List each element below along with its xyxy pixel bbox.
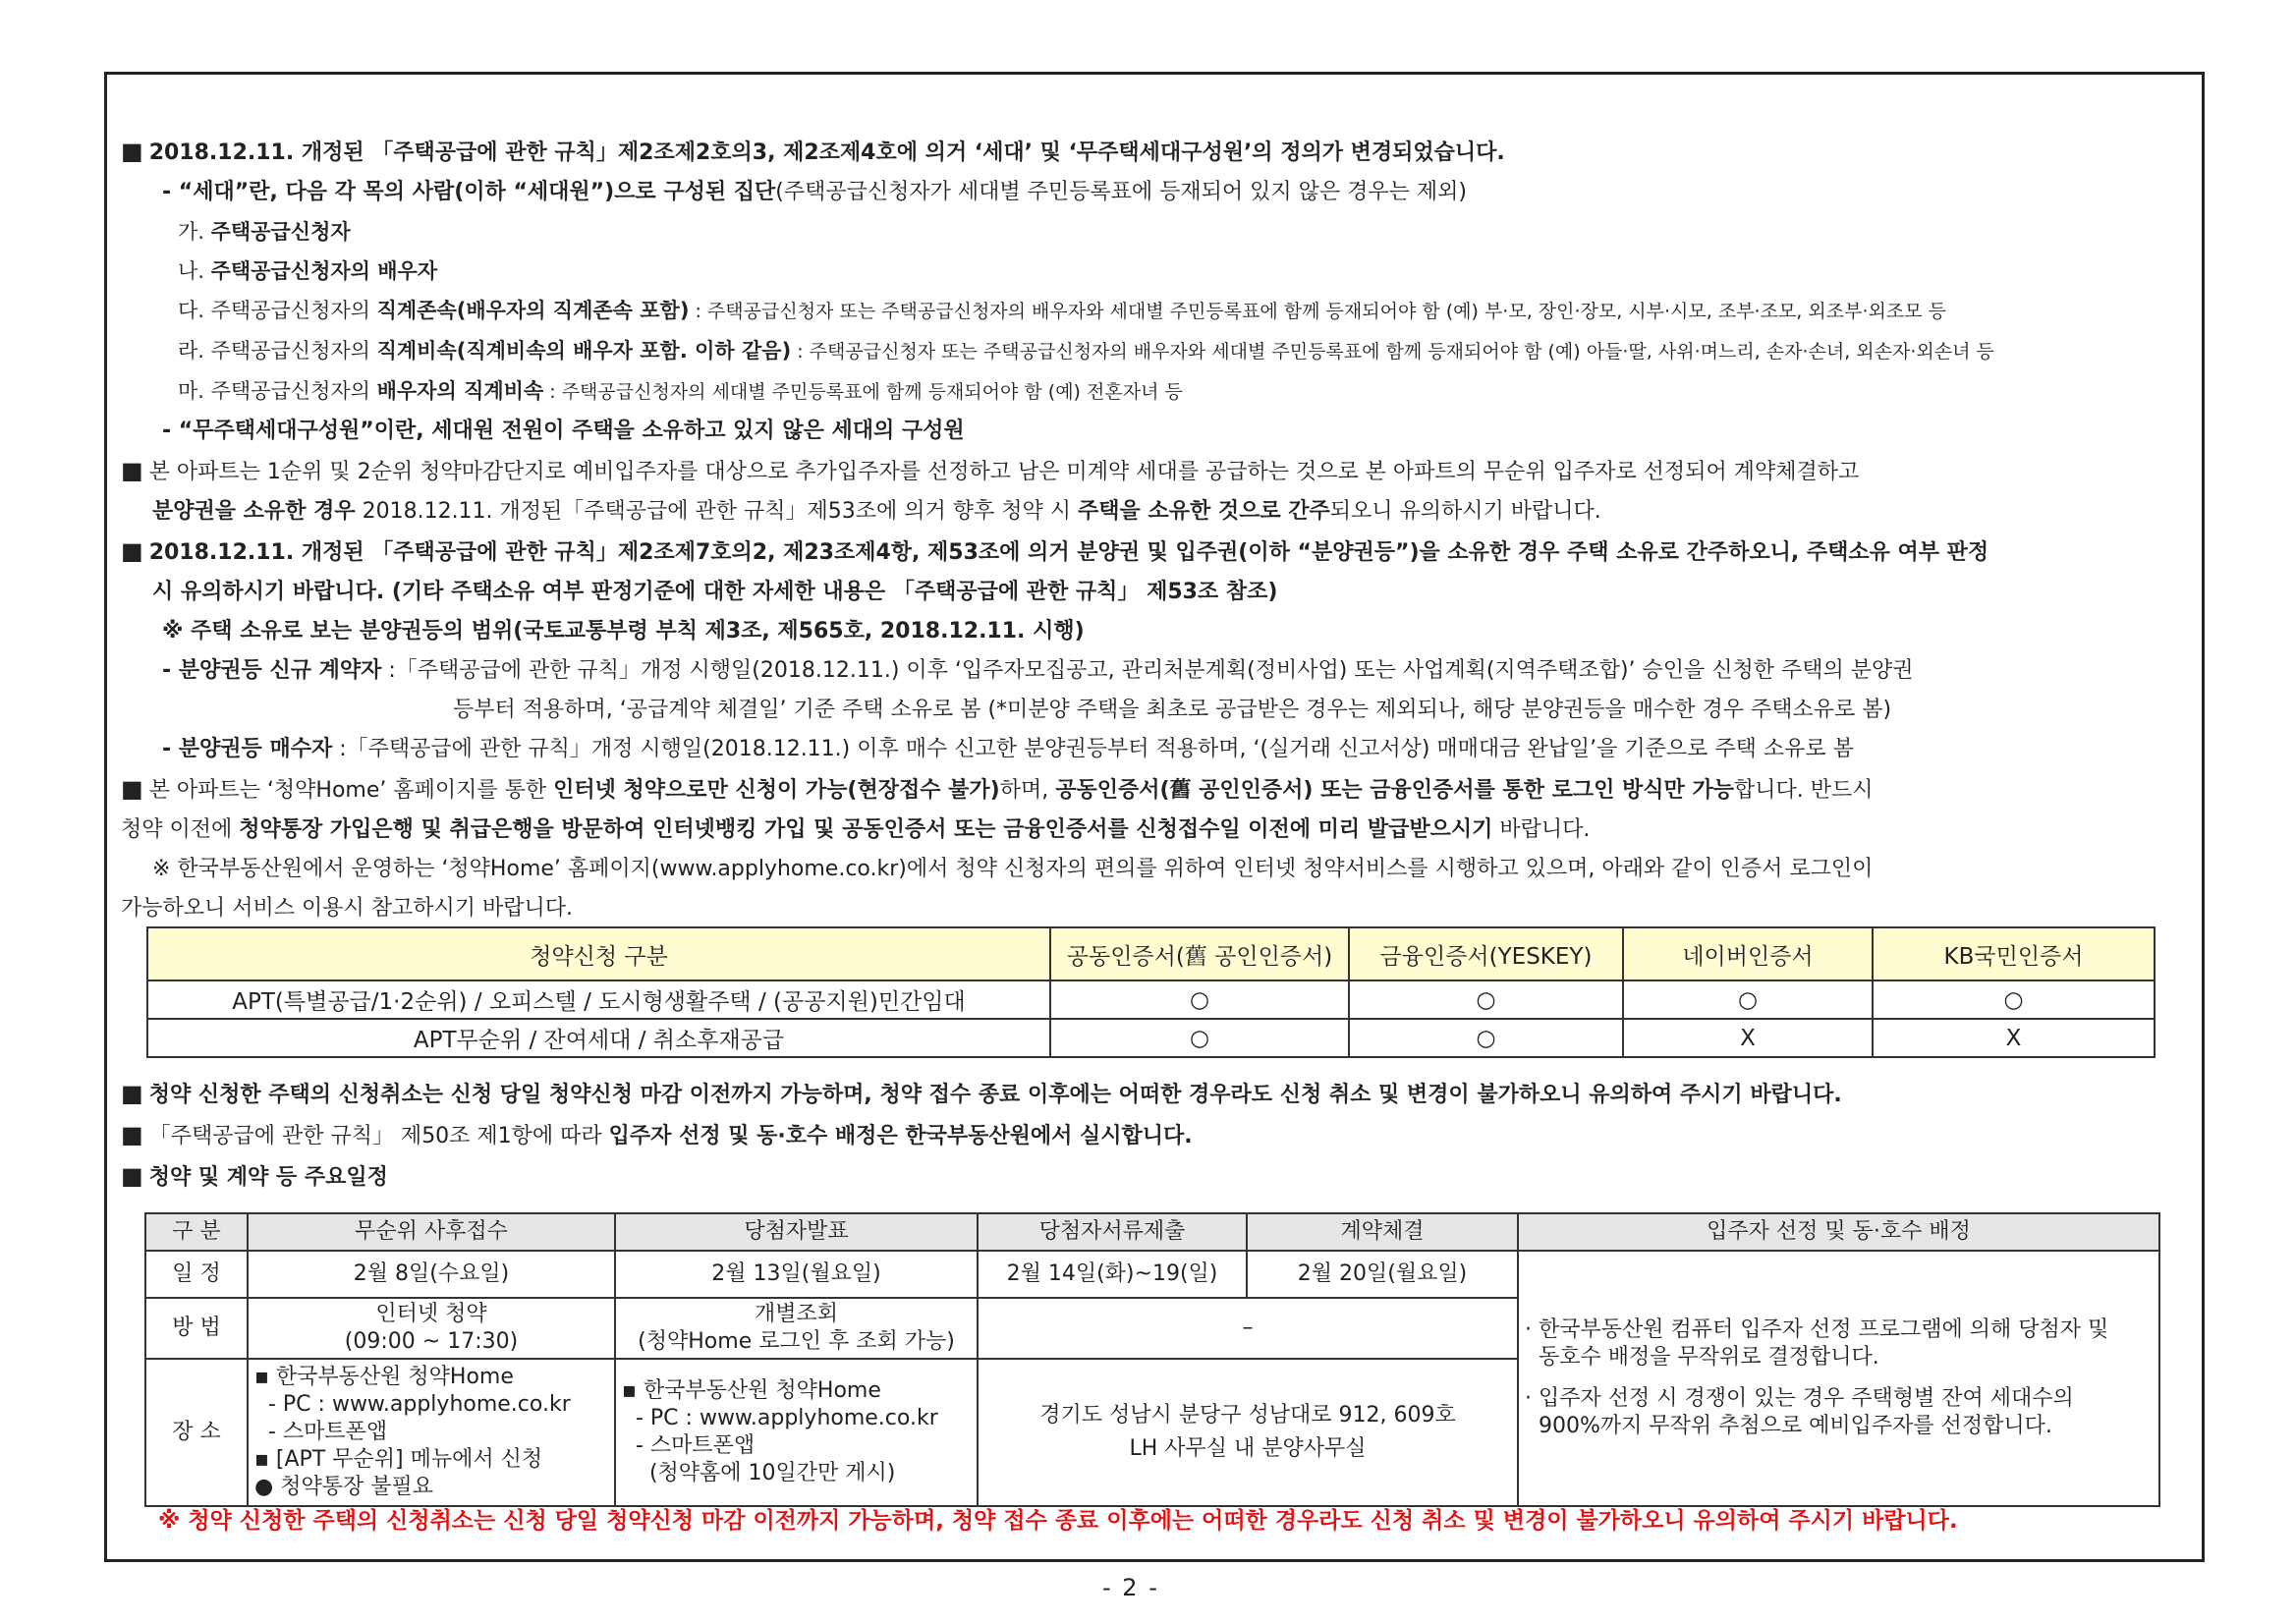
cell [248,1298,615,1359]
mark-cell: ○ [1349,1019,1623,1057]
text: - PC : www.applyhome.co.kr [622,1406,938,1430]
mark-cell: ○ [1873,980,2155,1019]
cell [615,1359,978,1506]
text: (09:00 ~ 17:30) [344,1329,519,1354]
nohouse-definition: - “무주택세대구성원”이란, 세대원 전원이 주택을 소유하고 있지 않은 세대의 구성원 [162,419,965,443]
text: 청약 이전에 [121,817,240,842]
text: 주택을 소유한 것으로 간주 [1078,499,1330,524]
section-3-line-1 [121,532,2190,573]
text: :「주택공급에 관한 규칙」개정 시행일(2018.12.11.) 이후 ‘입주자모집공고, 관리처분계획(정비사업) 또는 사업계획(지역주택조합)’ 승인을 신청한 주택의 분양권 [381,658,1914,683]
mark-cell: X [1873,1019,2155,1057]
text: 하며, [999,778,1056,803]
row-label: 장 소 [145,1359,248,1506]
text: : 주택공급신청자의 세대별 주민등록표에 함께 등재되어야 함 (예) 전혼자녀 등 [543,381,1183,403]
text: 경기도 성남시 분당구 성남대로 912, 609호 [1039,1403,1456,1428]
text: (청약홈에 10일간만 게시) [622,1461,896,1485]
schedule-header [145,1213,2159,1251]
text: 분양권을 소유한 경우 [152,499,356,524]
schedule-table [144,1212,2160,1507]
text: 본 아파트는 1순위 및 2순위 청약마감단지로 예비입주자를 대상으로 추가입주자를 선정하고 남은 미계약 세대를 공급하는 것으로 본 아파트의 무순위 입주자로 선정되어 계약체결하고 [148,460,1860,484]
text: 청약통장 가입은행 및 취급은행을 방문하여 인터넷뱅킹 가입 및 공동인증서 또는 금융인증서를 신청접수일 이전에 미리 발급받으시기 [239,817,1493,842]
household-item-5 [121,371,2190,412]
text: 청약 신청한 주택의 신청취소는 신청 당일 청약신청 마감 이전까지 가능하며, 청약 접수 종료 이후에는 어떠한 경우라도 신청 취소 및 변경이 불가하오니 유의하여 주시기 바랍니다. [148,1083,1842,1107]
text: 다. 주택공급신청자의 [178,299,377,322]
household-definition [121,173,2190,212]
section-1-title [121,132,2190,173]
square-bullet-icon: ■ [121,537,143,565]
cell [978,1359,1518,1506]
square-bullet-icon: ■ [121,1121,143,1148]
text: - PC : www.applyhome.co.kr [254,1392,571,1417]
text: - “세대”란, 다음 각 목의 사람(이하 “세대원”)으로 구성된 집단 [162,180,776,204]
cell: 2월 20일(월요일) [1247,1251,1518,1298]
text: 배우자의 직계비속 [376,379,544,403]
text: - 분양권등 신규 계약자 [162,658,382,683]
text: 2018.12.11. 개정된「주택공급에 관한 규칙」제53조에 의거 향후 청약 시 [355,499,1079,524]
cell [615,1298,978,1359]
header-cell: 구 분 [145,1213,248,1251]
section-4-note-1: ※ 한국부동산원에서 운영하는 ‘청약Home’ 홈페이지(www.applyhome.co.kr)에서 청약 신청자의 편의를 위하여 인터넷 청약서비스를 시행하고 있으며, 아래와 같이 인증서 로그인이 [152,857,1874,881]
text: : 주택공급신청자 또는 주택공급신청자의 배우자와 세대별 주민등록표에 함께 등재되어야 함 (예) 부·모, 장인·장모, 시부·시모, 조부·조모, 외조부·외조모 등 [689,301,1946,322]
mark-cell: ○ [1050,1019,1349,1057]
certificate-table-header [147,927,2155,980]
header-cell: 공동인증서(舊 공인인증서) [1050,927,1349,980]
text: : 주택공급신청자 또는 주택공급신청자의 배우자와 세대별 주민등록표에 함께 등재되어야 함 (예) 아들·딸, 사위·며느리, 손자·손녀, 외손자·외손녀 등 [791,341,1994,363]
text: 주택공급신청자 [210,220,351,244]
text: 주택공급신청자의 배우자 [210,259,438,283]
cell: 2월 13일(월요일) [615,1251,978,1298]
assign-line: 900%까지 무작위 추첨으로 예비입주자를 선정합니다. [1525,1414,2052,1438]
household-item-4 [121,331,2190,371]
text: 개별조회 [754,1302,838,1326]
assign-line: · 입주자 선정 시 경쟁이 있는 경우 주택형별 잔여 세대수의 [1525,1386,2074,1411]
section-3-line-2: 시 유의하시기 바랍니다. (기타 주택소유 여부 판정기준에 대한 자세한 내용은 「주택공급에 관한 규칙」 제53조 참조) [152,580,1278,604]
text: 공동인증서(舊 공인인증서) 또는 금융인증서를 통한 로그인 방식만 가능 [1055,778,1734,803]
text: 마. 주택공급신청자의 [178,379,377,403]
square-bullet-icon: ■ [121,1080,143,1107]
household-item-2 [121,252,2190,291]
text: 인터넷 청약 [375,1302,487,1326]
square-bullet-icon: ■ [121,138,143,165]
header-cell: 당첨자서류제출 [978,1213,1247,1251]
text: ▪ [APT 무순위] 메뉴에서 신청 [254,1447,543,1472]
assign-line: · 한국부동산원 컴퓨터 입주자 선정 프로그램에 의해 당첨자 및 [1525,1317,2109,1342]
text: ● 청약통장 불필요 [254,1475,433,1499]
header-cell: 계약체결 [1247,1213,1518,1251]
header-cell: 청약신청 구분 [147,927,1050,980]
text: 되오니 유의하시기 바랍니다. [1329,499,1601,524]
text: (청약Home 로그인 후 조회 가능) [638,1329,955,1354]
schedule-row-date [145,1251,2159,1298]
text: - 스마트폰앱 [254,1420,388,1444]
row-label: 일 정 [145,1251,248,1298]
header-cell: KB국민인증서 [1873,927,2155,980]
text: 입주자 선정 및 동·호수 배정은 한국부동산원에서 실시합니다. [608,1124,1193,1148]
text: ▪ 한국부동산원 청약Home [622,1378,881,1403]
header-cell: 네이버인증서 [1623,927,1873,980]
section-4-note-2: 가능하오니 서비스 이용시 참고하시기 바랍니다. [121,896,574,921]
row-label: APT(특별공급/1·2순위) / 오피스텔 / 도시형생활주택 / (공공지원)민간임대 [147,980,1050,1019]
section-2-line-2 [121,492,2190,532]
text: 직계존속(배우자의 직계존속 포함) [376,299,690,322]
text: :「주택공급에 관한 규칙」개정 시행일(2018.12.11.) 이후 매수 신고한 분양권등부터 적용하며, ‘(실거래 신고서상) 매매대금 완납일’을 기준으로 주택 소유로 봄 [332,737,1854,761]
schedule-title [121,1156,2190,1198]
text: 라. 주택공급신청자의 [178,339,377,363]
assignment-notice [121,1115,2190,1156]
cell: 2월 14일(화)~19(일) [978,1251,1247,1298]
notices [121,1074,2190,1198]
new-contractor-line-1 [121,651,2190,691]
table-row [147,980,2155,1019]
new-contractor-line-2: 등부터 적용하며, ‘공급계약 체결일’ 기준 주택 소유로 봄 (*미분양 주택을 최초로 공급받은 경우는 제외되나, 해당 분양권등을 매수한 경우 주택소유로 봄) [453,698,1892,722]
mark-cell: ○ [1349,980,1623,1019]
mark-cell: ○ [1050,980,1349,1019]
text: - 분양권등 매수자 [162,737,333,761]
buyer-line [121,730,2190,769]
text: 바랍니다. [1492,817,1591,842]
household-item-3 [121,291,2190,331]
header-cell: 당첨자발표 [615,1213,978,1251]
household-item-1 [121,212,2190,252]
page-number: - 2 - [1102,1574,1159,1601]
document-content [121,132,2190,928]
square-bullet-icon: ■ [121,1162,143,1190]
section-4-line-1 [121,769,2190,811]
text: 본 아파트는 ‘청약Home’ 홈페이지를 통한 [148,778,554,803]
text: LH 사무실 내 분양사무실 [1129,1436,1367,1461]
row-label: 방 법 [145,1298,248,1359]
text: 2018.12.11. 개정된 「주택공급에 관한 규칙」제2조제2호의3, 제2조제4호에 의거 ‘세대’ 및 ‘무주택세대구성원’의 정의가 변경되었습니다. [148,140,1505,165]
mark-cell: X [1623,1019,1873,1057]
table-row [147,1019,2155,1057]
header-cell: 무순위 사후접수 [248,1213,615,1251]
row-label: APT무순위 / 잔여세대 / 취소후재공급 [147,1019,1050,1057]
assignment-cell [1518,1251,2159,1506]
text: 청약 및 계약 등 주요일정 [148,1165,388,1190]
section-3-note: ※ 주택 소유로 보는 분양권등의 범위(국토교통부령 부칙 제3조, 제565호, 2018.12.11. 시행) [162,619,1085,644]
text: 인터넷 청약으로만 신청이 가능(현장접수 불가) [553,778,1000,803]
text: - 스마트폰앱 [622,1433,756,1458]
document-frame [104,72,2205,1562]
cancel-notice [121,1074,2190,1115]
text: 「주택공급에 관한 규칙」 제50조 제1항에 따라 [148,1124,609,1148]
footer-notice: ※ 청약 신청한 주택의 신청취소는 신청 당일 청약신청 마감 이전까지 가능하며, 청약 접수 종료 이후에는 어떠한 경우라도 신청 취소 및 변경이 불가하오니 유의하여 주시기 바랍니다. [158,1508,1958,1534]
text: 2018.12.11. 개정된 「주택공급에 관한 규칙」제2조제7호의2, 제23조제4항, 제53조에 의거 분양권 및 입주권(이하 “분양권등”)을 소유한 경우 주택 소유로 간주하오니, 주택소유 여부 판정 [148,540,1989,565]
text: 가. [178,220,211,244]
square-bullet-icon: ■ [121,457,143,484]
assign-line: 동호수 배정을 무작위로 결정합니다. [1525,1345,1879,1370]
text: ▪ 한국부동산원 청약Home [254,1365,514,1389]
square-bullet-icon: ■ [121,775,143,803]
header-cell: 금융인증서(YESKEY) [1349,927,1623,980]
mark-cell: ○ [1623,980,1873,1019]
text: (주택공급신청자가 세대별 주민등록표에 등재되어 있지 않은 경우는 제외) [775,180,1467,204]
header-cell: 입주자 선정 및 동·호수 배정 [1518,1213,2159,1251]
section-2-line-1 [121,451,2190,492]
section-4-line-2 [121,811,2190,850]
text: 합니다. 반드시 [1733,778,1874,803]
cell: 2월 8일(수요일) [248,1251,615,1298]
cell: – [978,1298,1518,1359]
text: 직계비속(직계비속의 배우자 포함. 이하 같음) [376,339,792,363]
cell [248,1359,615,1506]
text: 나. [178,259,211,283]
certificate-table [146,926,2156,1058]
